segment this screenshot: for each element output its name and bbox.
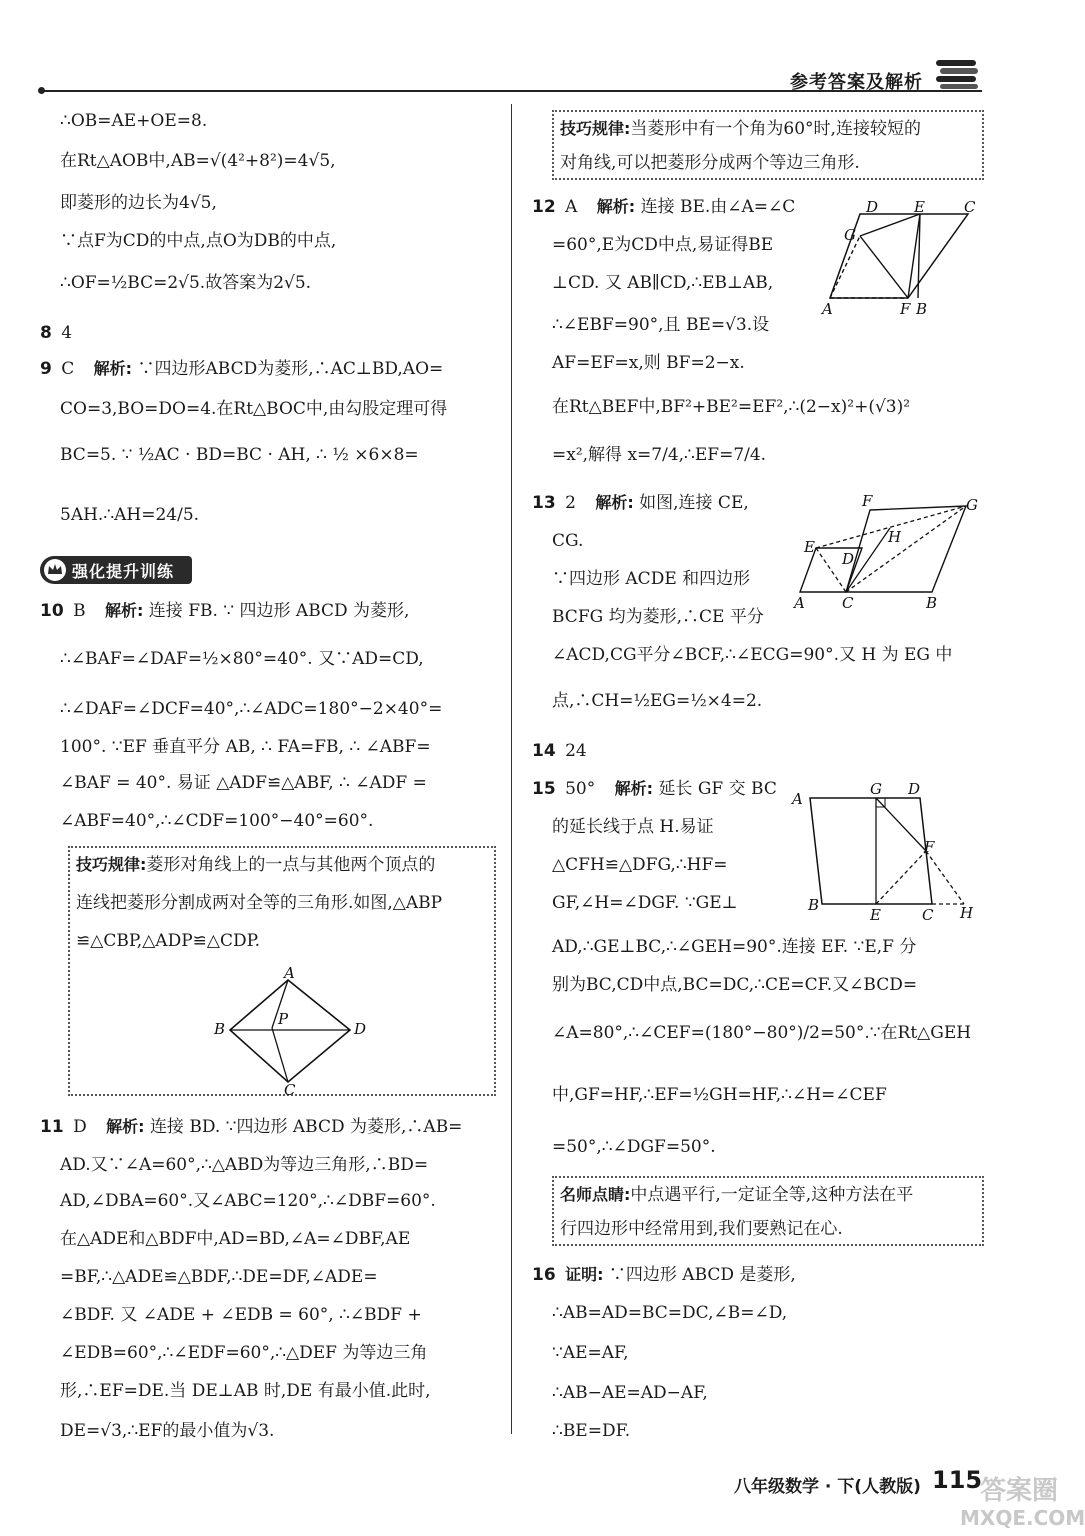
analysis-label: 解析: — [596, 197, 636, 216]
question-11 — [40, 1116, 462, 1138]
left-line-4: ∵点F为CD的中点,点O为DB的中点, — [60, 231, 337, 251]
q15-line-5: AD,∴GE⊥BC,∴∠GEH=90°.连接 EF. ∵E,F 分 — [552, 937, 917, 957]
label-C: C — [842, 594, 854, 612]
analysis-label: 解析: — [104, 601, 144, 620]
q11-line-5: =BF,∴△ADE≌△BDF,∴DE=DF,∠ADE= — [60, 1267, 378, 1287]
label-D: D — [354, 1020, 367, 1038]
analysis-label: 解析: — [614, 779, 654, 798]
question-8 — [40, 322, 72, 344]
question-number: 16 — [532, 1265, 556, 1285]
q15-line-9: =50°,∴∠DGF=50°. — [552, 1137, 716, 1157]
q13-line-2: CG. — [552, 531, 584, 551]
q16-line-3: ∴AB−AE=AD−AF, — [552, 1383, 708, 1403]
tip2-line-2: 对角线,可以把菱形分成两个等边三角形. — [560, 153, 860, 173]
proof-label: 证明: — [565, 1265, 604, 1284]
text: 连接 BD. ∵四边形 ABCD 为菱形,∴AB= — [149, 1117, 463, 1137]
tip1-line-1 — [76, 854, 435, 876]
q12-line-5: AF=EF=x,则 BF=2−x. — [552, 353, 745, 373]
question-12 — [532, 196, 795, 218]
answer: C — [61, 359, 75, 379]
left-line-2: 在Rt△AOB中,AB=√(4²+8²)=4√5, — [60, 151, 336, 171]
q12-line-3: ⊥CD. 又 AB∥CD,∴EB⊥AB, — [552, 273, 774, 293]
label-C: C — [922, 906, 934, 924]
answer: B — [73, 601, 86, 621]
analysis-label: 解析: — [595, 493, 634, 512]
q13-line-3: ∵四边形 ACDE 和四边形 — [552, 569, 751, 589]
q15-line-3: △CFH≌△DFG,∴HF= — [552, 855, 728, 875]
rhombus-figure — [200, 964, 370, 1099]
analysis-label: 解析: — [106, 1117, 145, 1136]
label-A: A — [284, 964, 295, 982]
figure-q12 — [818, 196, 984, 320]
text: 菱形对角线上的一点与其他两个顶点的 — [146, 855, 436, 875]
banner-label: 强化提升训练 — [72, 562, 175, 581]
label-G: G — [870, 780, 882, 798]
question-number: 12 — [532, 197, 556, 217]
question-14 — [532, 740, 587, 762]
q11-line-9: DE=√3,∴EF的最小值为√3. — [60, 1421, 275, 1441]
q10-line-5: ∠BAF = 40°. 易证 △ADF≌△ABF, ∴ ∠ADF = — [60, 773, 427, 793]
tip-box-1 — [68, 846, 496, 1099]
q12-line-6: 在Rt△BEF中,BF²+BE²=EF²,∴(2−x)²+(√3)² — [552, 397, 911, 417]
label-H: H — [960, 904, 974, 922]
label-C: C — [964, 198, 976, 216]
left-line-5: ∴OF=½BC=2√5.故答案为2√5. — [60, 273, 312, 293]
left-line-3: 即菱形的边长为4√5, — [60, 193, 217, 213]
q16-line-1: ∴AB=AD=BC=DC,∠B=∠D, — [552, 1303, 788, 1323]
label-B: B — [214, 1020, 226, 1038]
answer: 50° — [565, 779, 596, 799]
tip1-line-3: ≌△CBP,△ADP≌△CDP. — [76, 931, 260, 951]
text: 延长 GF 交 BC — [658, 779, 777, 799]
q15-line-6: 别为BC,CD中点,BC=DC,∴CE=CF.又∠BCD= — [552, 975, 918, 995]
q15-line-7: ∠A=80°,∴∠CEF=(180°−80°)/2=50°.∵在Rt△GEH — [552, 1023, 972, 1043]
answer: A — [565, 197, 578, 217]
label-B: B — [926, 594, 938, 612]
text: ∵四边形 ABCD 是菱形, — [608, 1265, 796, 1285]
question-number: 10 — [40, 601, 64, 621]
question-9 — [40, 358, 443, 380]
text: 连接 FB. ∵ 四边形 ABCD 为菱形, — [148, 601, 410, 621]
question-10 — [40, 600, 409, 622]
question-number: 9 — [40, 359, 52, 379]
label-P: P — [278, 1010, 289, 1028]
label-A: A — [794, 594, 805, 612]
q12-line-4: ∴∠EBF=90°,且 BE=√3.设 — [552, 315, 770, 335]
q9-line-2: CO=3,BO=DO=4.在Rt△BOC中,由勾股定理可得 — [60, 399, 448, 419]
header-title: 参考答案及解析 — [790, 72, 923, 93]
q15-line-4: GF,∠H=∠DGF. ∵GE⊥ — [552, 893, 738, 913]
watermark-logo: 答案圈 — [980, 1476, 1059, 1506]
label-F: F — [924, 838, 935, 856]
q13-line-6: 点,∴CH=½EG=½×4=2. — [552, 691, 763, 711]
text: 当菱形中有一个角为60°时,连接较短的 — [630, 119, 921, 139]
books-icon — [934, 58, 980, 90]
q10-line-4: 100°. ∵EF 垂直平分 AB, ∴ FA=FB, ∴ ∠ABF= — [60, 737, 431, 757]
q11-line-7: ∠EDB=60°,∴∠EDF=60°,∴△DEF 为等边三角 — [60, 1343, 428, 1363]
q11-line-2: AD.又∵∠A=60°,∴△ABD为等边三角形,∴BD= — [60, 1155, 429, 1175]
label-E: E — [914, 198, 925, 216]
crown-icon — [44, 559, 66, 581]
label-C: C — [284, 1081, 296, 1099]
q16-line-2: ∵AE=AF, — [552, 1343, 629, 1363]
tip-box-2 — [552, 110, 984, 180]
tip3-line-2: 行四边形中经常用到,我们要熟记在心. — [560, 1219, 843, 1239]
column-divider — [511, 104, 512, 1434]
page-number: 115 — [932, 1466, 983, 1494]
label-D: D — [866, 198, 879, 216]
tip-label: 技巧规律: — [560, 119, 631, 138]
tip-box-3 — [552, 1176, 984, 1246]
question-number: 11 — [40, 1117, 64, 1137]
label-A: A — [822, 300, 833, 318]
q10-line-3: ∴∠DAF=∠DCF=40°,∴∠ADC=180°−2×40°= — [60, 699, 443, 719]
question-number: 8 — [40, 323, 52, 343]
text: 连接 BE.由∠A=∠C — [640, 197, 796, 217]
text: 中点遇平行,一定证全等,这种方法在平 — [630, 1185, 914, 1205]
question-number: 14 — [532, 741, 556, 761]
q10-line-6: ∠ABF=40°,∴∠CDF=100°−40°=60°. — [60, 811, 374, 831]
q9-line-3: BC=5. ∵ ½AC · BD=BC · AH, ∴ ½ ×6×8= — [60, 445, 419, 465]
label-G: G — [966, 496, 978, 514]
question-number: 15 — [532, 779, 556, 799]
q11-line-3: AD,∠DBA=60°.又∠ABC=120°,∴∠DBF=60°. — [60, 1191, 436, 1211]
figure-q13 — [790, 492, 986, 614]
answer: 2 — [565, 493, 576, 513]
q16-line-4: ∴BE=DF. — [552, 1421, 631, 1441]
q15-line-8: 中,GF=HF,∴EF=½GH=HF,∴∠H=∠CEF — [552, 1085, 887, 1105]
q13-line-5: ∠ACD,CG平分∠BCF,∴∠ECG=90°.又 H 为 EG 中 — [552, 645, 953, 665]
q13-line-4: BCFG 均为菱形,∴CE 平分 — [552, 607, 764, 627]
figure-q15 — [788, 778, 984, 924]
tip1-line-2: 连线把菱形分割成两对全等的三角形.如图,△ABP — [76, 893, 443, 913]
watermark-url: MXQE.COM — [960, 1506, 1085, 1530]
label-F: F — [862, 492, 873, 510]
footer-book-title: 八年级数学 · 下(人教版) — [734, 1477, 921, 1497]
label-B: B — [916, 300, 928, 318]
label-E: E — [804, 538, 815, 556]
answer: D — [73, 1117, 87, 1137]
q12-line-7: =x²,解得 x=7/4,∴EF=7/4. — [552, 445, 767, 465]
label-E: E — [870, 906, 881, 924]
label-G: G — [844, 226, 856, 244]
label-B: B — [808, 896, 820, 914]
label-D: D — [842, 550, 855, 568]
q9-line-4: 5AH.∴AH=24/5. — [60, 505, 200, 525]
answer: 4 — [61, 323, 73, 343]
label-A: A — [792, 790, 803, 808]
label-F: F — [900, 300, 911, 318]
question-number: 13 — [532, 493, 556, 513]
tip-label: 技巧规律: — [76, 855, 147, 874]
analysis-label: 解析: — [93, 359, 133, 378]
label-H: H — [888, 528, 902, 546]
q10-line-2: ∴∠BAF=∠DAF=½×80°=40°. 又∵AD=CD, — [60, 649, 424, 669]
left-line-1: ∴OB=AE+OE=8. — [60, 111, 208, 131]
tip3-line-1 — [560, 1184, 913, 1206]
tip2-line-1 — [560, 118, 921, 140]
label-D: D — [908, 780, 921, 798]
text: ∵四边形ABCD为菱形,∴AC⊥BD,AO= — [137, 359, 444, 379]
q11-line-4: 在△ADE和△BDF中,AD=BD,∠A=∠DBF,AE — [60, 1229, 411, 1249]
question-13 — [532, 492, 749, 514]
question-16 — [532, 1264, 796, 1286]
q15-line-2: 的延长线于点 H.易证 — [552, 817, 714, 837]
tip-label: 名师点睛: — [560, 1185, 631, 1204]
question-15 — [532, 778, 777, 800]
q11-line-6: ∠BDF. 又 ∠ADE + ∠EDB = 60°, ∴∠BDF + — [60, 1305, 422, 1325]
section-banner — [40, 556, 192, 584]
q12-line-2: =60°,E为CD中点,易证得BE — [552, 235, 774, 255]
q11-line-8: 形,∴EF=DE.当 DE⊥AB 时,DE 有最小值.此时, — [60, 1381, 431, 1401]
text: 如图,连接 CE, — [639, 493, 749, 513]
answer: 24 — [565, 741, 587, 761]
